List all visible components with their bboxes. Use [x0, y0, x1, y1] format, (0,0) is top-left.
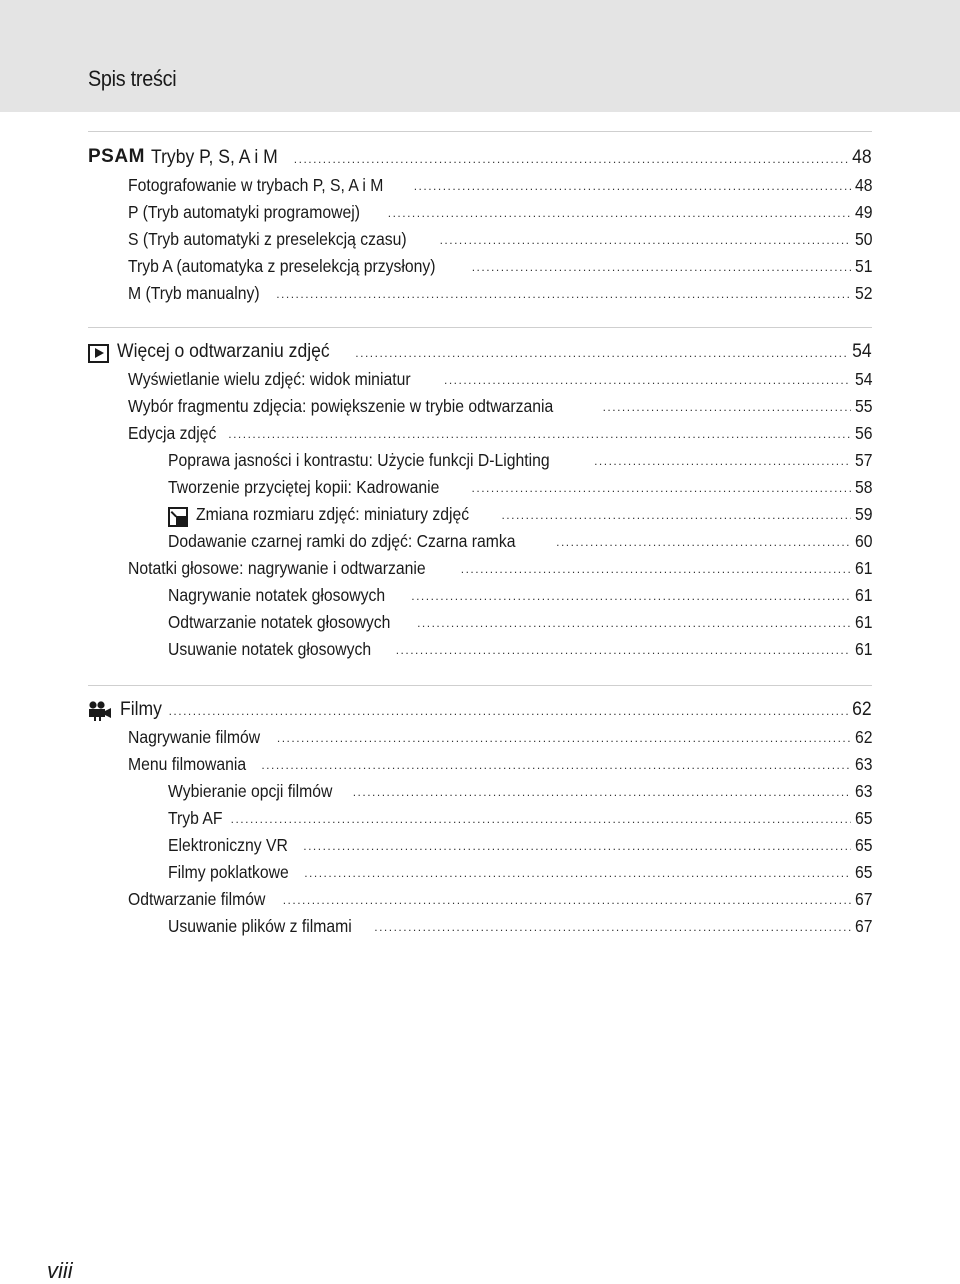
toc-entry[interactable] [88, 447, 872, 474]
toc-entry[interactable] [88, 172, 872, 199]
toc-page-number-text: 63 [854, 754, 872, 774]
toc-page-number-text: 48 [852, 146, 872, 168]
toc-page-number-text: 63 [854, 781, 872, 801]
toc-entry-label-wrap [128, 886, 281, 913]
page-number-footer: viii [47, 1258, 73, 1283]
toc-entry-label-wrap [168, 474, 470, 501]
toc-entry-label: Filmy [120, 698, 162, 720]
toc-entry-label: Wybieranie opcji filmów [168, 781, 333, 801]
toc-entry[interactable] [88, 199, 872, 226]
toc-entry-label-wrap [168, 778, 351, 805]
mode-prefix: PSAM [88, 146, 145, 167]
toc-entry-label: Odtwarzanie filmów [128, 889, 266, 909]
toc-entry-label: Nagrywanie filmów [128, 727, 261, 747]
dot-leader [355, 347, 848, 359]
toc-entry[interactable] [88, 474, 872, 501]
toc-page-number [853, 447, 872, 474]
toc-page-number [853, 172, 872, 199]
toc-entry-label: Poprawa jasności i kontrastu: Użycie funkcji D-Lighting [168, 450, 550, 470]
toc-entry-label: Odtwarzanie notatek głosowych [168, 612, 391, 632]
dot-leader [169, 705, 849, 717]
toc-page-number-text: 58 [854, 477, 872, 497]
toc-entry-label-wrap [128, 366, 442, 393]
toc-entry[interactable] [88, 582, 872, 609]
table-of-contents [88, 131, 872, 940]
dot-leader [396, 644, 851, 656]
toc-entry-label: Tworzenie przyciętej kopii: Kadrowanie [168, 477, 440, 497]
toc-entry-label: Zmiana rozmiaru zdjęć: miniatury zdjęć [196, 504, 470, 524]
dot-leader [501, 509, 850, 521]
toc-page-number-text: 62 [854, 727, 872, 747]
toc-entry[interactable] [88, 724, 872, 751]
toc-page-number [853, 555, 872, 582]
toc-entry-label-wrap [128, 393, 601, 420]
toc-entry-label: S (Tryb automatyki z preselekcją czasu) [128, 229, 407, 249]
dot-leader [414, 180, 851, 192]
toc-entry-label-wrap [128, 724, 275, 751]
toc-page-number [853, 805, 872, 832]
toc-page-number-text: 51 [854, 256, 872, 276]
toc-page-number [853, 832, 872, 859]
toc-page-number [850, 142, 872, 172]
toc-page-number [853, 724, 872, 751]
toc-entry[interactable] [88, 886, 872, 913]
toc-entry-label-wrap [128, 226, 438, 253]
toc-entry[interactable] [88, 555, 872, 582]
toc-page-number [853, 913, 872, 940]
toc-page-number-text: 61 [854, 585, 872, 605]
toc-entry-label: Nagrywanie notatek głosowych [168, 585, 386, 605]
toc-page-number [853, 280, 872, 307]
toc-page-number [850, 336, 872, 366]
toc-page-number [853, 751, 872, 778]
toc-entry[interactable] [88, 280, 872, 307]
dot-leader [440, 234, 851, 246]
toc-section-heading[interactable] [88, 142, 872, 172]
toc-page-number [853, 778, 872, 805]
toc-entry-label-wrap [168, 859, 302, 886]
toc-entry-label-wrap [128, 420, 226, 447]
dot-leader [374, 921, 850, 933]
toc-entry[interactable] [88, 609, 872, 636]
dot-leader [261, 759, 850, 771]
toc-entry-label: P (Tryb automatyki programowej) [128, 202, 360, 222]
toc-page-number [853, 199, 872, 226]
toc-page-number [853, 528, 872, 555]
dot-leader [411, 590, 850, 602]
toc-entry-label: Filmy poklatkowe [168, 862, 289, 882]
toc-entry-label: Tryby P, S, A i M [150, 146, 278, 168]
toc-entry-label-wrap [128, 751, 259, 778]
dot-leader [472, 261, 851, 273]
toc-page-number-text: 61 [854, 639, 872, 659]
toc-entry[interactable] [88, 751, 872, 778]
toc-entry-label: Usuwanie plików z filmami [168, 916, 352, 936]
dot-leader [594, 455, 850, 467]
toc-page-number [853, 393, 872, 420]
toc-entry-label: Tryb AF [168, 808, 223, 828]
toc-entry-label: Edycja zdjęć [128, 423, 217, 443]
toc-entry-label-wrap [168, 913, 372, 940]
toc-entry-label: Dodawanie czarnej ramki do zdjęć: Czarna ramka [168, 531, 516, 551]
toc-page-number-text: 55 [854, 396, 872, 416]
toc-page-number [853, 859, 872, 886]
toc-entry-label-wrap [128, 280, 274, 307]
toc-entry[interactable] [88, 832, 872, 859]
toc-page-number [853, 420, 872, 447]
toc-entry-label: Notatki głosowe: nagrywanie i odtwarzanie [128, 558, 426, 578]
toc-entry-label: Elektroniczny VR [168, 835, 288, 855]
toc-section [88, 685, 872, 940]
toc-entry-label: Wyświetlanie wielu zdjęć: widok miniatur [128, 369, 411, 389]
toc-entry-label: M (Tryb manualny) [128, 283, 260, 303]
dot-leader [294, 153, 849, 165]
toc-entry-label-wrap [88, 142, 292, 172]
header-band [0, 0, 960, 112]
toc-entry[interactable] [88, 528, 872, 555]
toc-entry-label-wrap [168, 805, 229, 832]
toc-page-number-text: 50 [854, 229, 872, 249]
toc-entry-label-wrap [168, 636, 394, 663]
toc-entry-label-wrap [128, 555, 459, 582]
toc-page-number [850, 694, 872, 724]
toc-page-number [853, 253, 872, 280]
toc-entry-label-wrap [168, 501, 499, 528]
toc-entry-label-wrap [168, 582, 409, 609]
toc-entry[interactable] [88, 226, 872, 253]
toc-entry-label-wrap [168, 528, 554, 555]
toc-entry[interactable] [88, 859, 872, 886]
dot-leader [417, 617, 850, 629]
toc-entry-label-wrap [168, 609, 415, 636]
dot-leader [231, 813, 851, 825]
toc-entry-label: Menu filmowania [128, 754, 247, 774]
toc-entry[interactable] [88, 778, 872, 805]
dot-leader [472, 482, 851, 494]
toc-page-number [853, 366, 872, 393]
toc-page-number-text: 62 [852, 698, 872, 720]
toc-page-number-text: 61 [854, 558, 872, 578]
toc-entry-label: Tryb A (automatyka z preselekcją przysłony) [128, 256, 436, 276]
toc-entry-label: Usuwanie notatek głosowych [168, 639, 372, 659]
toc-entry[interactable] [88, 253, 872, 280]
dot-leader [444, 374, 851, 386]
toc-page-number-text: 65 [854, 808, 872, 828]
movie-camera-icon [88, 700, 112, 720]
dot-leader [603, 401, 851, 413]
toc-page-number-text: 54 [854, 369, 872, 389]
dot-leader [304, 867, 850, 879]
toc-entry[interactable] [88, 393, 872, 420]
toc-page-number [853, 886, 872, 913]
toc-page-number [853, 226, 872, 253]
toc-page-number [853, 636, 872, 663]
toc-page-number-text: 59 [854, 504, 872, 524]
toc-page-number [853, 501, 872, 528]
toc-entry-label-wrap [168, 447, 592, 474]
toc-entry[interactable] [88, 805, 872, 832]
dot-leader [228, 428, 850, 440]
toc-entry-label-wrap [88, 336, 353, 366]
dot-leader [277, 732, 851, 744]
toc-entry-label-wrap [128, 172, 412, 199]
toc-entry[interactable] [88, 501, 872, 528]
toc-page-number-text: 65 [854, 862, 872, 882]
dot-leader [353, 786, 851, 798]
toc-page-number-text: 67 [854, 889, 872, 909]
toc-section-heading[interactable] [88, 336, 872, 366]
toc-entry-label-wrap [128, 199, 386, 226]
dot-leader [461, 563, 851, 575]
toc-entry[interactable] [88, 366, 872, 393]
resize-icon [168, 507, 188, 527]
toc-page-number [853, 582, 872, 609]
toc-entry-label-wrap [128, 253, 470, 280]
toc-page-number-text: 54 [852, 340, 872, 362]
toc-page-number [853, 474, 872, 501]
dot-leader [388, 207, 851, 219]
toc-entry-label-wrap [88, 694, 167, 724]
toc-page-number-text: 56 [854, 423, 872, 443]
toc-page-number-text: 52 [854, 283, 872, 303]
toc-page-number-text: 61 [854, 612, 872, 632]
toc-page-number [853, 609, 872, 636]
page-title: Spis treści [88, 66, 177, 91]
toc-entry-label-wrap [168, 832, 301, 859]
toc-entry-label: Wybór fragmentu zdjęcia: powiększenie w trybie odtwarzania [128, 396, 554, 416]
toc-entry[interactable] [88, 913, 872, 940]
dot-leader [556, 536, 850, 548]
toc-entry[interactable] [88, 420, 872, 447]
toc-section [88, 131, 872, 307]
dot-leader [276, 288, 850, 300]
toc-page-number-text: 57 [854, 450, 872, 470]
toc-page-number-text: 48 [854, 175, 872, 195]
toc-page-number-text: 65 [854, 835, 872, 855]
toc-page-number-text: 67 [854, 916, 872, 936]
toc-page-number-text: 60 [854, 531, 872, 551]
toc-page-number-text: 49 [854, 202, 872, 222]
toc-section [88, 327, 872, 663]
dot-leader [303, 840, 850, 852]
toc-entry[interactable] [88, 636, 872, 663]
dot-leader [283, 894, 851, 906]
toc-section-heading[interactable] [88, 694, 872, 724]
play-icon [88, 344, 109, 363]
toc-entry-label: Fotografowanie w trybach P, S, A i M [128, 175, 384, 195]
toc-entry-label: Więcej o odtwarzaniu zdjęć [117, 340, 330, 362]
